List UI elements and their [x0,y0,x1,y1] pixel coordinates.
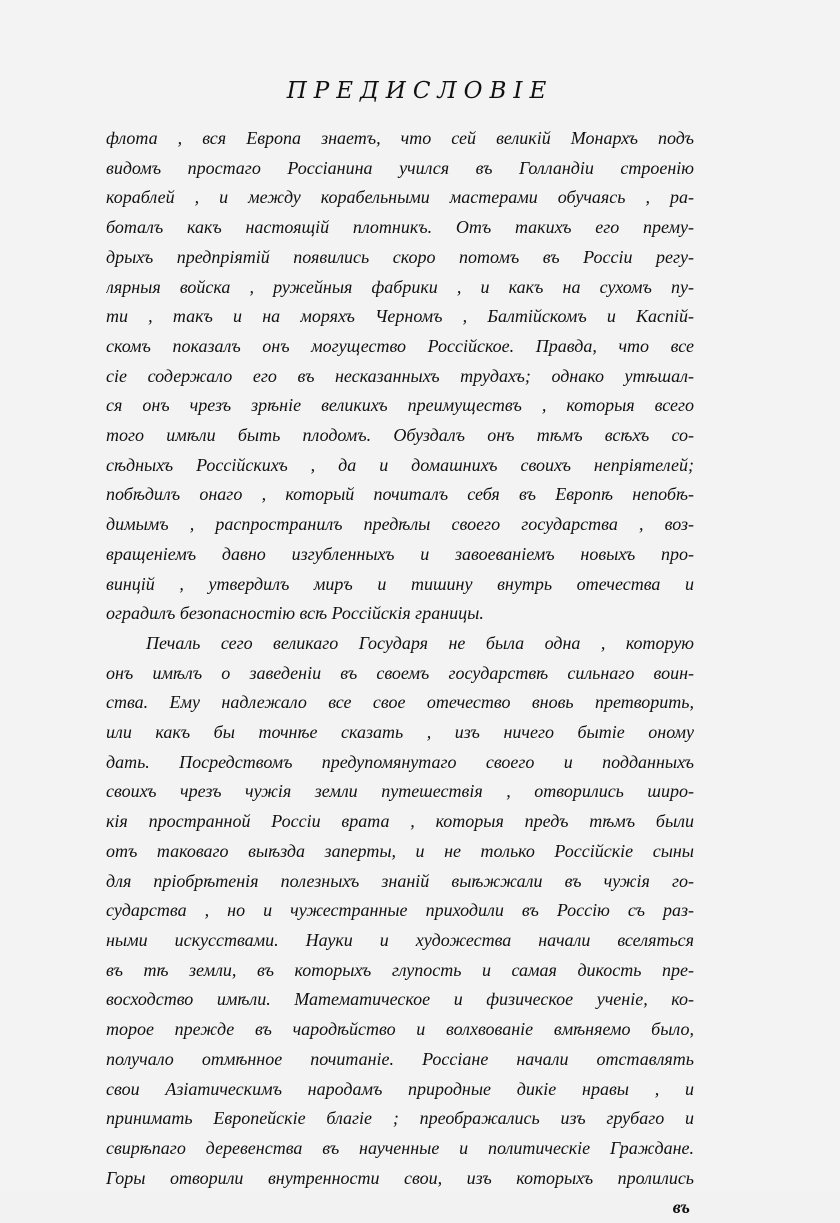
text-line: отъ таковаго выѣзда заперты, и не только Россійскіе сыны [106,840,694,861]
text-line: ства. Ему надлежало все свое отечество вновь претворить, [106,692,694,713]
text-line: ся онъ чрезъ зрѣніе великихъ преимуществъ , которыя всего [106,395,694,416]
text-line: скомъ показалъ онъ могущество Россійское. Правда, что все [106,335,694,356]
text-line: кія пространной Россіи врата , которыя предъ тѣмъ были [106,811,694,832]
text-line: для пріобрѣтенія полезныхъ знаній выѣжжали въ чужія го- [106,870,694,891]
text-line: ти , такъ и на моряхъ Черномъ , Балтійскомъ и Каспій- [106,306,694,327]
text-line: или какъ бы точнѣе сказать , изъ ничего бытіе оному [106,722,694,743]
text-line: димымъ , распространилъ предѣлы своего государства , воз- [106,514,694,535]
page-body [106,124,694,1223]
text-line: торое прежде въ чародѣйство и волхвованіе вмѣняемо было, [106,1019,694,1040]
text-line: въ тѣ земли, въ которыхъ глупость и самая дикость пре- [106,959,694,980]
text-line: получало отмѣнное почитаніе. Россіане начали отставлять [106,1048,694,1069]
text-line: Горы отворили внутренности свои, изъ которыхъ пролились [106,1167,694,1188]
text-line: свои Азіатическимъ народамъ природные дикіе нравы , и [106,1078,694,1099]
text-line: принимать Европейскіе благіе ; преображались изъ грубаго и [106,1108,694,1129]
text-line: кораблей , и между корабельными мастерами обучаясь , ра- [106,187,694,208]
paragraph [106,629,694,1193]
text-line: видомъ простаго Россіанина учился въ Голландіи строенію [106,157,694,178]
text-line: онъ имѣлъ о заведеніи въ своемъ государствѣ сильнаго воин- [106,662,694,683]
page-header: ПРЕДИСЛОВІЕ [286,78,554,104]
text-line: вращеніемъ давно изгубленныхъ и завоеваніемъ новыхъ про- [106,543,694,564]
text-line: лярныя войска , ружейныя фабрики , и какъ на сухомъ пу- [106,276,694,297]
text-line: сіе содержало его въ несказанныхъ трудахъ; однако утѣшал- [106,365,694,386]
text-line: свирѣпаго деревенства въ наученные и политическіе Граждане. [106,1137,694,1158]
text-line: флота , вся Европа знаетъ, что сей великій Монархъ подъ [106,128,694,148]
catchword: въ [672,1197,690,1218]
text-line: того имѣли быть плодомъ. Обуздалъ онъ тѣмъ всѣхъ со- [106,425,694,446]
text-line: дрыхъ предпріятій появились скоро потомъ въ Россіи регу- [106,246,694,267]
text-line: восходство имѣли. Математическое и физическое ученіе, ко- [106,989,694,1010]
text-line: Печаль сего великаго Государя не была одна , которую [146,632,694,653]
paragraph [106,124,694,629]
text-line: винцій , утвердилъ миръ и тишину внутрь отечества и [106,573,694,594]
text-line: ными искусствами. Науки и художества начали вселяться [106,929,694,950]
text-line: своихъ чрезъ чужія земли путешествія , отворились широ- [106,781,694,802]
text-line: сударства , но и чужестранные приходили въ Россію съ раз- [106,900,694,921]
text-line: дать. Посредствомъ предупомянутаго своего и подданныхъ [106,751,694,772]
text-line: боталъ какъ настоящій плотникъ. Отъ такихъ его прему- [106,217,694,238]
text-line: оградилъ безопасностію всѣ Россійскія границы. [106,603,484,624]
text-line: сѣдныхъ Россійскихъ , да и домашнихъ своихъ непріятелей; [106,454,694,475]
text-line: побѣдилъ онаго , который почиталъ себя въ Европѣ непобѣ- [106,484,694,505]
